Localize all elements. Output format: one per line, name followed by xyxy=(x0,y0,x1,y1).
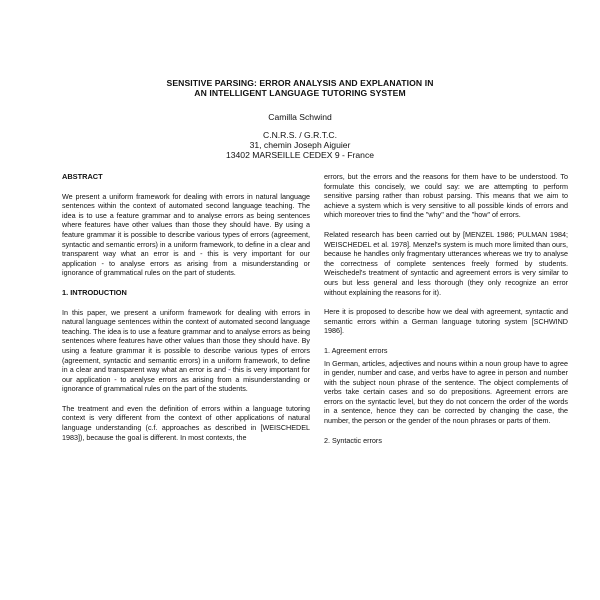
right-paragraph-3: Here it is proposed to describe how we deal with agreement, syntactic and semantic errors within a German language tutoring system [SCHWIND 1986]. xyxy=(324,307,568,336)
title-line-2: AN INTELLIGENT LANGUAGE TUTORING SYSTEM xyxy=(194,88,406,98)
affiliation xyxy=(0,130,600,160)
abstract-heading: ABSTRACT xyxy=(62,172,103,181)
affiliation-line-3: 13402 MARSEILLE CEDEX 9 - France xyxy=(225,150,375,160)
author-name: Camilla Schwind xyxy=(268,112,332,122)
section-2-heading: 2. Syntactic errors xyxy=(324,435,382,445)
abstract-text: We present a uniform framework for dealing with errors in natural language sentences within the context of automated second language teaching. The idea is to use a feature grammar and to analyse errors as being sentences where features have other values than those they should have. By using a feature grammar it is possible to describe various types of errors (agreement, syntactic and semantic errors) in a uniform framework, to define in a clear and transparent way what an error is and - this is very important for our application - to analyse errors as arising from a misunderstanding or ignorance of grammatical rules on the part of students. xyxy=(62,191,310,278)
right-paragraph-2: Related research has been carried out by [MENZEL 1986; PULMAN 1984; WEISCHEDEL et al. 1978]. Menzel's system is much more limited than ours, because he handles only fragmentary utterances whereas we try to analyse the correctness of complete sentences freely formed by students. Weischedel's treatment of syntactic and agreement errors is very similar to ours but less general and less thorough (they only recognize an error without explaining the reasons for it). xyxy=(324,229,568,297)
introduction-paragraph-1: In this paper, we present a uniform framework for dealing with errors in natural language sentences within the context of automated second language teaching. The idea is to use a feature grammar and to analyse errors as being sentences where features have other values than those they should have. By using a feature grammar it is possible to describe various types of errors (agreement, syntactic and semantic errors) in a uniform framework, to define in a clear and transparent way what an error is and - this is very important for our application - to analyse errors as arising from a misunderstanding or ignorance of grammatical rules on the part of the students. xyxy=(62,307,310,394)
affiliation-line-2: 31, chemin Joseph Aiguier xyxy=(249,140,351,150)
paper-title xyxy=(0,78,600,98)
introduction-heading: 1. INTRODUCTION xyxy=(62,287,127,297)
section-1-heading: 1. Agreement errors xyxy=(324,345,388,355)
affiliation-line-1: C.N.R.S. / G.R.T.C. xyxy=(262,130,337,140)
left-column xyxy=(62,172,310,452)
right-paragraph-1: errors, but the errors and the reasons for them have to be understood. To formulate this concisely, we could say: we are attempting to perform sensitive parsing rather than robust parsing. This means that we aim to achieve a system which is very sensitive to all possible kinds of errors and which moreover tries to find the "why" and the "how" of errors. xyxy=(324,172,568,220)
title-line-1: SENSITIVE PARSING: ERROR ANALYSIS AND EXPLANATION IN xyxy=(166,78,434,88)
section-1-text: In German, articles, adjectives and nouns within a noun group have to agree in gender, number and case, and verbs have to agree in person and number with the subject noun phrase of the sentence. The object complements of verbs take certain cases and so do prepositions. Agreement errors are errors on the syntactic level, but they do not concern the order of the words in a sentence, hence they can be corrected by changing the case, the number, the person or the gender of the noun phrases or parts of them. xyxy=(324,358,568,426)
introduction-paragraph-2: The treatment and even the definition of errors within a language tutoring context is very different from the context of other applications of natural language understanding (c.f. approaches as described in [WEISCHEDEL 1983]), because the goal is different. In most contexts, the xyxy=(62,403,310,442)
right-column xyxy=(324,172,568,448)
